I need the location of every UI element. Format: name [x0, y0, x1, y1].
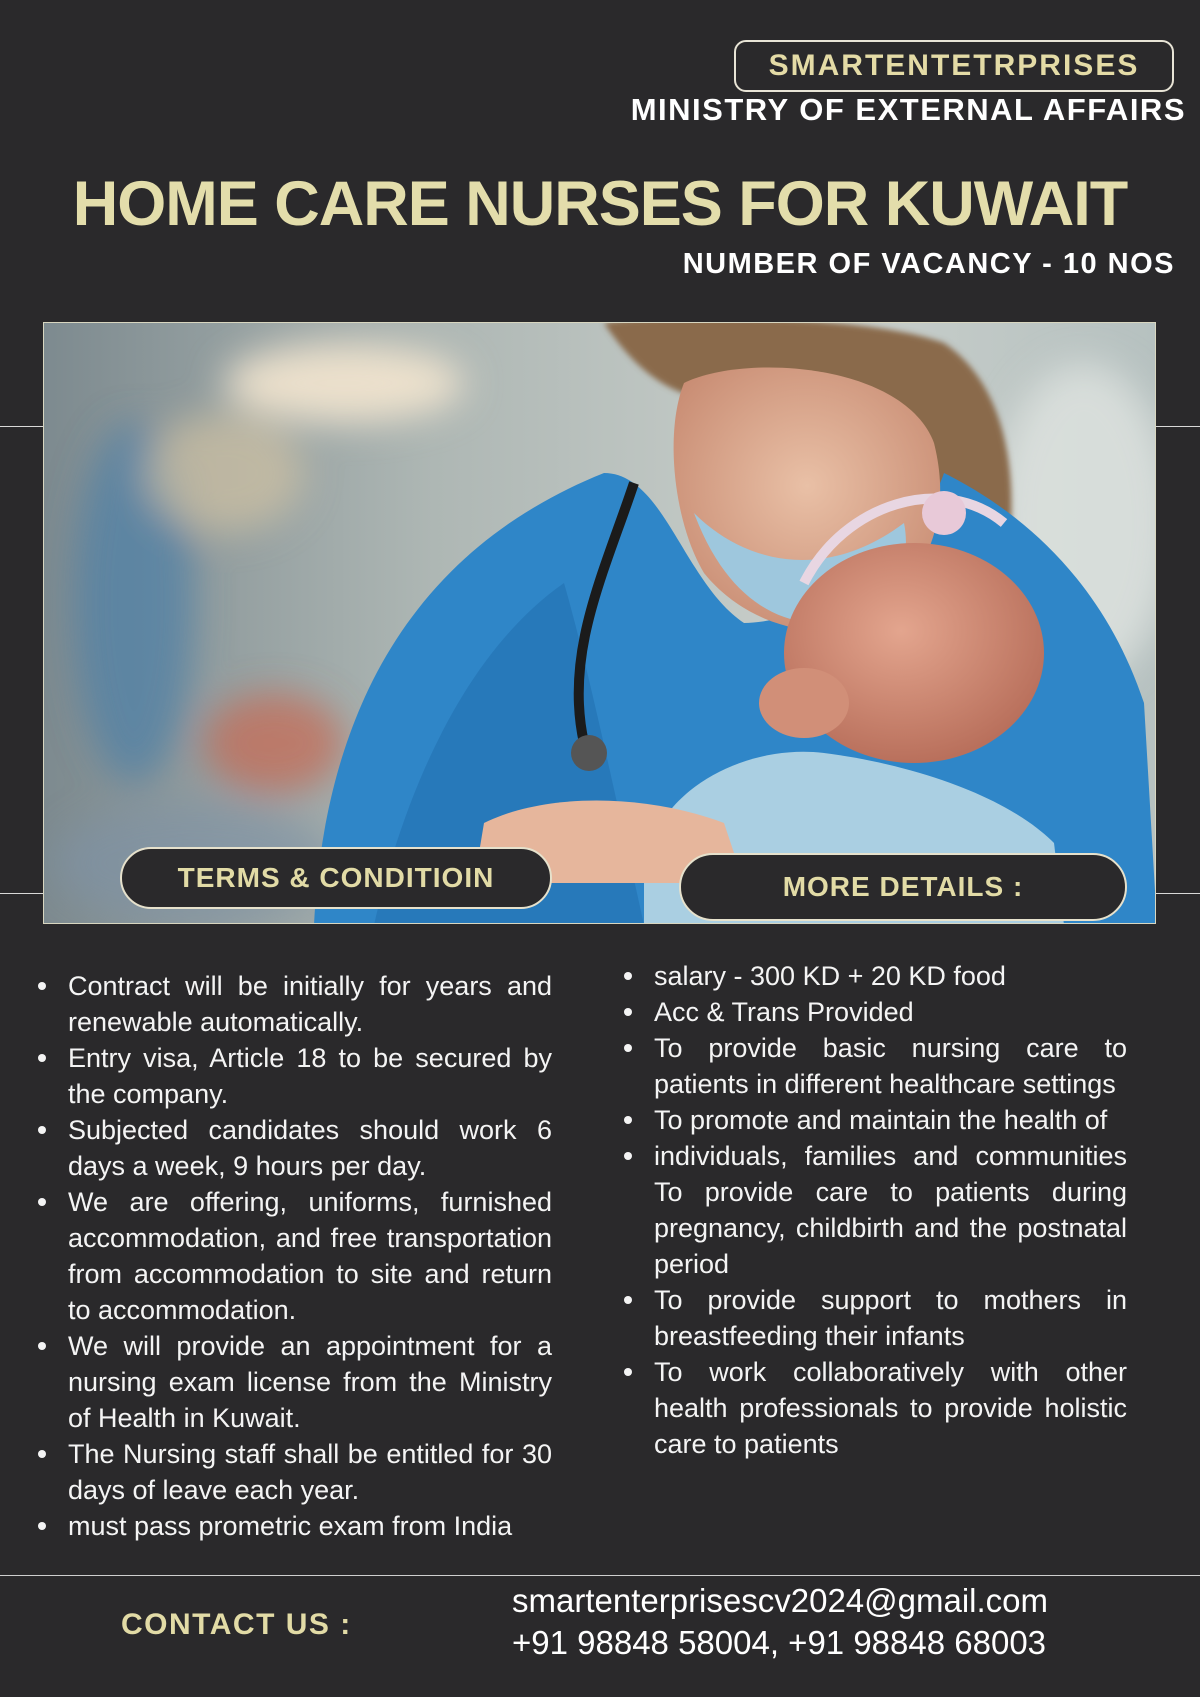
- list-item: [624, 1282, 1127, 1354]
- term-text: Contract will be initially for years and renewable automatically.: [68, 971, 552, 1037]
- contact-phone-numbers[interactable]: +91 98848 58004, +91 98848 68003: [512, 1624, 1047, 1661]
- detail-text: To promote and maintain the health of: [654, 1105, 1108, 1135]
- term-text: must pass prometric exam from India: [68, 1511, 513, 1541]
- divider-right: [1156, 426, 1200, 427]
- bullet-icon: [38, 1342, 46, 1350]
- bullet-icon: [624, 1116, 632, 1124]
- detail-text: Acc & Trans Provided: [654, 997, 914, 1027]
- company-badge: SMARTENTETRPRISES: [734, 40, 1174, 92]
- terms-list: [38, 968, 552, 1544]
- ministry-label: MINISTRY OF EXTERNAL AFFAIRS: [630, 92, 1186, 127]
- contact-label: CONTACT US :: [121, 1608, 352, 1641]
- vacancy-count: NUMBER OF VACANCY - 10 NOS: [682, 248, 1175, 280]
- page-title: HOME CARE NURSES FOR KUWAIT: [72, 169, 1128, 239]
- term-text: We will provide an appointment for a nursing exam license from the Ministry of Health in Kuwait.: [68, 1331, 552, 1433]
- list-item: [38, 1508, 552, 1544]
- detail-text: individuals, families and communities To provide care to patients during pregnancy, childbirth and the postnatal period: [654, 1141, 1127, 1279]
- bullet-icon: [38, 1450, 46, 1458]
- list-item: [38, 1328, 552, 1436]
- contact-email-link[interactable]: smartenterprisescv2024@gmail.com: [512, 1582, 1049, 1619]
- bullet-icon: [624, 1008, 632, 1016]
- bullet-icon: [38, 1522, 46, 1530]
- list-item: [38, 1040, 552, 1112]
- list-item: [624, 1030, 1127, 1102]
- footer-divider: [0, 1575, 1200, 1576]
- detail-text: salary - 300 KD + 20 KD food: [654, 961, 1006, 991]
- bullet-icon: [624, 1044, 632, 1052]
- list-item: [624, 958, 1127, 994]
- detail-text: To provide basic nursing care to patients in different healthcare settings: [654, 1033, 1127, 1099]
- more-details-label: MORE DETAILS :: [679, 853, 1127, 921]
- term-text: We are offering, uniforms, furnished accommodation, and free transportation from accommodation to site and return to accommodation.: [68, 1187, 552, 1325]
- term-text: The Nursing staff shall be entitled for 30 days of leave each year.: [68, 1439, 552, 1505]
- bullet-icon: [624, 1296, 632, 1304]
- terms-and-conditions-label: TERMS & CONDITIOIN: [120, 847, 552, 909]
- list-item: [624, 994, 1127, 1030]
- detail-text: To provide support to mothers in breastfeeding their infants: [654, 1285, 1127, 1351]
- details-list: [624, 958, 1127, 1462]
- list-item: [38, 1184, 552, 1328]
- list-item: [38, 968, 552, 1040]
- bullet-icon: [38, 1126, 46, 1134]
- bullet-icon: [624, 1152, 632, 1160]
- list-item: [624, 1138, 1127, 1282]
- list-item: [624, 1354, 1127, 1462]
- bullet-icon: [624, 972, 632, 980]
- divider-left: [0, 426, 43, 427]
- term-text: Subjected candidates should work 6 days a week, 9 hours per day.: [68, 1115, 552, 1181]
- bullet-icon: [624, 1368, 632, 1376]
- list-item: [624, 1102, 1127, 1138]
- list-item: [38, 1112, 552, 1184]
- detail-text: To work collaboratively with other health professionals to provide holistic care to patients: [654, 1357, 1127, 1459]
- nurse-holding-baby-photo: [43, 322, 1156, 924]
- bullet-icon: [38, 982, 46, 990]
- term-text: Entry visa, Article 18 to be secured by the company.: [68, 1043, 552, 1109]
- bullet-icon: [38, 1054, 46, 1062]
- list-item: [38, 1436, 552, 1508]
- bullet-icon: [38, 1198, 46, 1206]
